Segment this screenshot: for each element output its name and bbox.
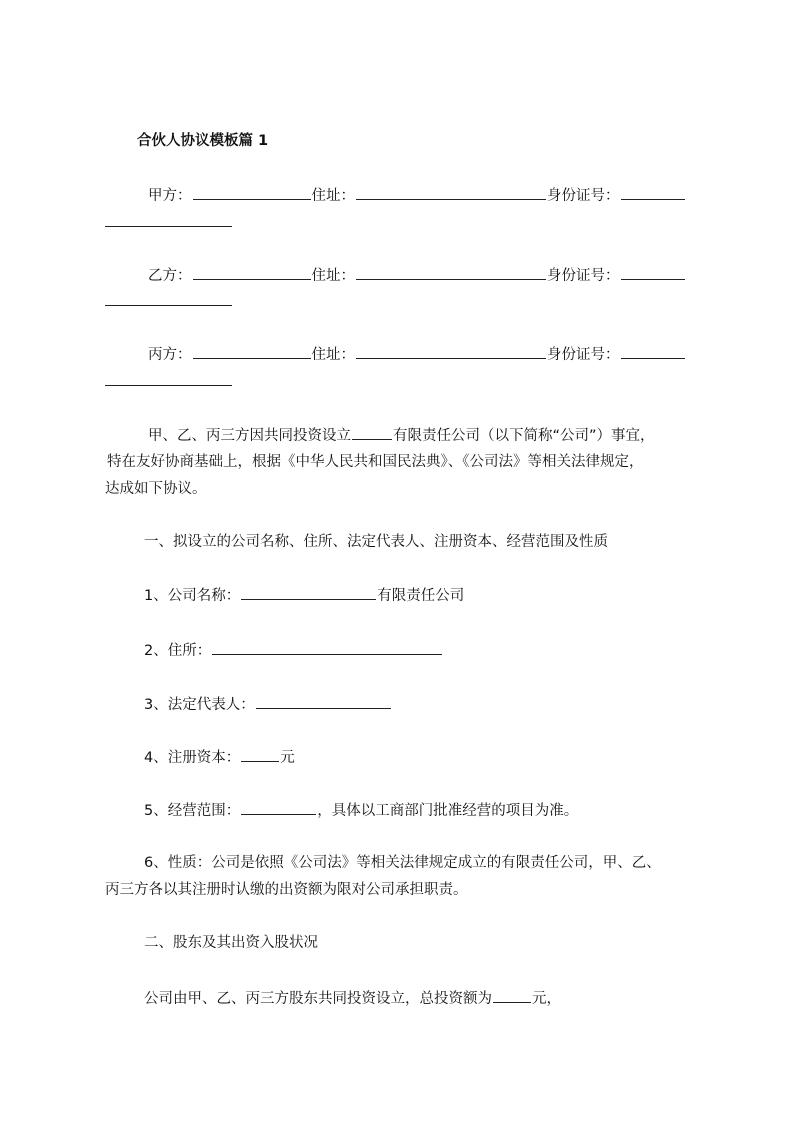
party-b-address-label: 住址： <box>311 268 355 284</box>
item-6-line-2: 丙三方各以其注册时认缴的出资额为限对公司承担职责。 <box>105 882 468 898</box>
party-a-row <box>148 185 686 205</box>
party-c-id-blank[interactable] <box>621 344 685 359</box>
item-6-line-1: 6、性质：公司是依照《公司法》等相关法律规定成立的有限责任公司，甲、乙、 <box>144 855 661 871</box>
document-title: 合伙人协议模板篇 1 <box>137 133 269 149</box>
item-3-blank[interactable] <box>256 694 391 709</box>
party-c-address-label: 住址： <box>311 347 355 363</box>
party-b-label: 乙方： <box>148 268 192 284</box>
party-b-name-blank[interactable] <box>193 265 311 280</box>
intro-text-a: 甲、乙、丙三方因共同投资设立 <box>148 428 351 444</box>
item-5-label: 5、经营范围： <box>144 803 241 819</box>
section1-heading: 一、拟设立的公司名称、住所、法定代表人、注册资本、经营范围及性质 <box>144 534 608 550</box>
section2-text-a: 公司由甲、乙、丙三方股东共同投资设立，总投资额为 <box>144 991 492 1007</box>
party-b-address-blank[interactable] <box>356 265 546 280</box>
intro-line-2: 特在友好协商基础上，根据《中华人民共和国民法典》、《公司法》等相关法律规定， <box>107 454 644 470</box>
item-1 <box>144 585 464 605</box>
intro-line-1 <box>148 425 655 445</box>
item-2-label: 2、住所： <box>144 643 212 659</box>
party-c-address-blank[interactable] <box>356 344 546 359</box>
section2-paragraph <box>144 988 561 1008</box>
total-investment-blank[interactable] <box>493 988 531 1003</box>
item-1-suffix: 有限责任公司 <box>377 588 465 604</box>
party-b-id-label: 身份证号： <box>547 268 620 284</box>
party-b-id-blank[interactable] <box>621 265 685 280</box>
item-3-label: 3、法定代表人： <box>144 697 255 713</box>
intro-line-3: 达成如下协议。 <box>105 481 207 497</box>
company-name-blank[interactable] <box>352 425 392 440</box>
party-c-id-blank-cont[interactable] <box>105 385 232 386</box>
item-5-suffix: ，具体以工商部门批准经营的项目为准。 <box>317 803 579 819</box>
item-1-label: 1、公司名称： <box>144 588 241 604</box>
item-1-blank[interactable] <box>241 585 376 600</box>
party-c-label: 丙方： <box>148 347 192 363</box>
party-b-row <box>148 265 686 285</box>
party-a-address-blank[interactable] <box>356 185 546 200</box>
item-3 <box>144 694 392 714</box>
intro-text-b: 有限责任公司（以下简称“公司”）事宜， <box>393 428 655 444</box>
item-2-blank[interactable] <box>212 640 442 655</box>
party-a-id-blank[interactable] <box>621 185 685 200</box>
party-a-name-blank[interactable] <box>193 185 311 200</box>
party-a-label: 甲方： <box>148 188 192 204</box>
item-4-label: 4、注册资本： <box>144 750 241 766</box>
item-4 <box>144 747 295 767</box>
party-a-id-label: 身份证号： <box>547 188 620 204</box>
party-c-row <box>148 344 686 364</box>
party-b-id-blank-cont[interactable] <box>105 305 232 306</box>
item-5-blank[interactable] <box>241 800 316 815</box>
party-c-name-blank[interactable] <box>193 344 311 359</box>
party-a-id-blank-cont[interactable] <box>105 226 232 227</box>
item-2 <box>144 640 443 660</box>
party-a-address-label: 住址： <box>311 188 355 204</box>
section2-heading: 二、股东及其出资入股状况 <box>144 935 318 951</box>
item-4-blank[interactable] <box>241 747 279 762</box>
item-5 <box>144 800 578 820</box>
section2-text-b: 元， <box>532 991 561 1007</box>
item-4-suffix: 元 <box>280 750 295 766</box>
party-c-id-label: 身份证号： <box>547 347 620 363</box>
